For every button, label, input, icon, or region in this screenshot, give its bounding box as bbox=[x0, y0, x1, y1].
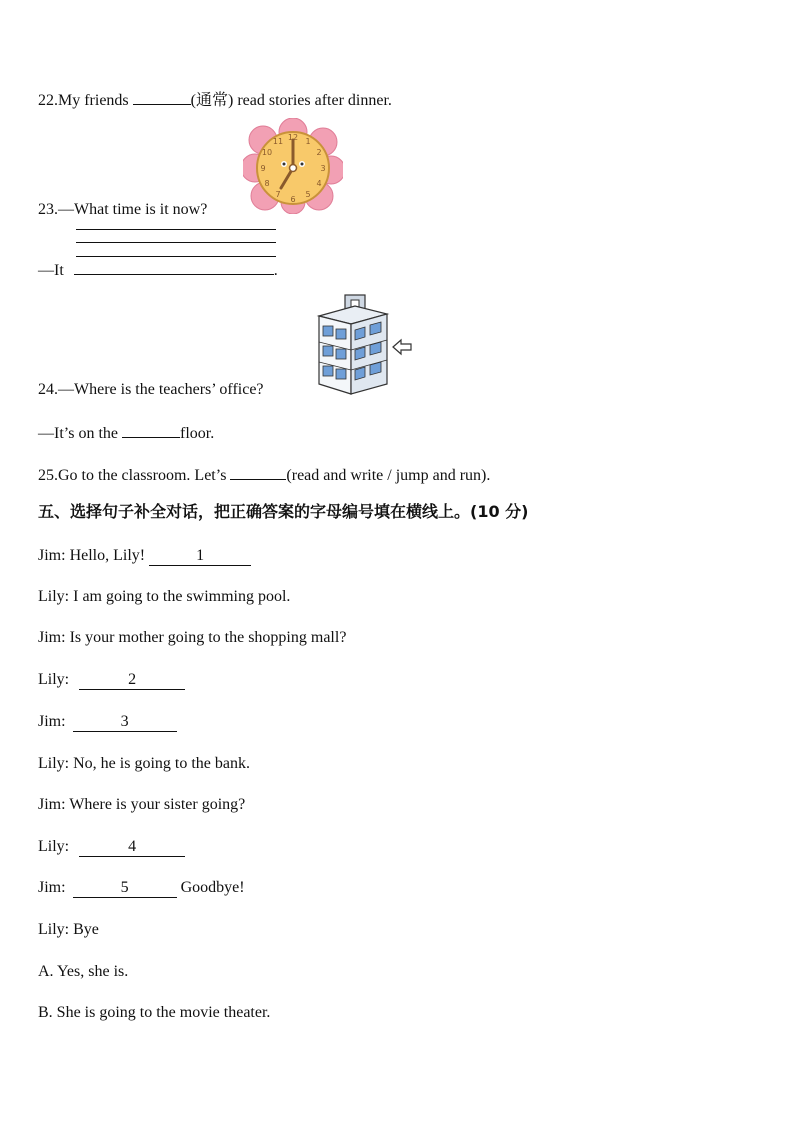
clock-number: 4 bbox=[316, 179, 322, 188]
speaker: Lily: bbox=[38, 671, 70, 688]
clock-number: 9 bbox=[260, 164, 266, 173]
speaker: Jim: bbox=[38, 547, 66, 564]
dialogue-text: No, he is going to the bank. bbox=[73, 755, 250, 772]
dialogue-line bbox=[38, 878, 245, 898]
answer-prefix: —It’s on the bbox=[38, 425, 118, 442]
dialogue-line bbox=[38, 670, 185, 690]
question-text: My friends bbox=[58, 92, 129, 109]
clock-number: 11 bbox=[272, 137, 284, 146]
dialogue-line bbox=[38, 628, 346, 648]
answer-rule[interactable] bbox=[76, 242, 276, 243]
option-a: A. Yes, she is. bbox=[38, 963, 129, 980]
question-text: (通常) read stories after dinner. bbox=[190, 92, 392, 109]
answer-blank[interactable]: 2 bbox=[79, 671, 185, 690]
clock-number: 6 bbox=[290, 195, 296, 204]
dialogue-line bbox=[38, 920, 99, 940]
dialogue-line bbox=[38, 754, 250, 774]
period: . bbox=[273, 262, 278, 279]
arrow-left-icon bbox=[393, 340, 411, 354]
answer-blank[interactable] bbox=[230, 463, 286, 480]
question-number: 24. bbox=[38, 381, 58, 398]
dialogue-line bbox=[38, 795, 245, 815]
speaker: Jim: bbox=[38, 629, 66, 646]
question-text: —Where is the teachers’ office? bbox=[58, 381, 264, 398]
answer-blank[interactable]: 4 bbox=[79, 838, 185, 857]
clock-number: 3 bbox=[320, 164, 326, 173]
answer-rule[interactable] bbox=[76, 229, 276, 230]
dialogue-line bbox=[38, 587, 290, 607]
question-number: 22. bbox=[38, 92, 58, 109]
question-24-answer bbox=[38, 421, 214, 444]
speaker: Lily: bbox=[38, 755, 70, 772]
section-heading: 五、选择句子补全对话，把正确答案的字母编号填在横线上。(10 分) bbox=[38, 502, 529, 521]
speaker: Lily: bbox=[38, 921, 70, 938]
dialogue-text: I am going to the swimming pool. bbox=[73, 588, 291, 605]
question-text: —What time is it now? bbox=[58, 201, 208, 218]
question-23 bbox=[38, 200, 207, 220]
clock-number: 12 bbox=[287, 133, 299, 142]
clock-number: 8 bbox=[264, 179, 270, 188]
question-25 bbox=[38, 463, 490, 486]
speaker: Jim: bbox=[38, 713, 66, 730]
clock-icon bbox=[243, 118, 343, 214]
speaker: Jim: bbox=[38, 879, 66, 896]
option-b: B. She is going to the movie theater. bbox=[38, 1004, 271, 1021]
answer-rule[interactable] bbox=[76, 256, 276, 257]
speaker: Jim: bbox=[38, 796, 66, 813]
clock-number: 10 bbox=[261, 148, 273, 157]
dialogue-line bbox=[38, 712, 177, 732]
answer-blank[interactable] bbox=[133, 88, 191, 105]
dialogue-text: Hello, Lily! bbox=[69, 547, 146, 564]
answer-blank[interactable] bbox=[122, 421, 180, 438]
question-text: (read and write / jump and run). bbox=[286, 467, 491, 484]
building-icon bbox=[315, 292, 415, 396]
dialogue-line bbox=[38, 546, 251, 566]
dialogue-text: Bye bbox=[73, 921, 99, 938]
dialogue-line bbox=[38, 837, 185, 857]
answer-suffix: floor. bbox=[180, 425, 215, 442]
answer-blank[interactable]: 5 bbox=[73, 879, 177, 898]
speaker: Lily: bbox=[38, 838, 70, 855]
answer-prefix: —It bbox=[38, 262, 64, 279]
clock-number: 2 bbox=[316, 148, 322, 157]
speaker: Lily: bbox=[38, 588, 70, 605]
answer-blank[interactable] bbox=[74, 258, 274, 275]
clock-number: 5 bbox=[305, 190, 311, 199]
clock-number: 1 bbox=[305, 137, 311, 146]
question-22 bbox=[38, 88, 392, 111]
dialogue-text: Goodbye! bbox=[180, 879, 245, 896]
question-number: 25. bbox=[38, 467, 58, 484]
answer-blank[interactable]: 3 bbox=[73, 713, 177, 732]
clock-number: 7 bbox=[275, 190, 281, 199]
question-23-answer bbox=[38, 258, 278, 281]
question-number: 23. bbox=[38, 201, 58, 218]
question-text: Go to the classroom. Let’s bbox=[58, 467, 227, 484]
question-24 bbox=[38, 380, 264, 400]
dialogue-text: Is your mother going to the shopping mall? bbox=[69, 629, 347, 646]
answer-blank[interactable]: 1 bbox=[149, 547, 251, 566]
dialogue-text: Where is your sister going? bbox=[69, 796, 246, 813]
